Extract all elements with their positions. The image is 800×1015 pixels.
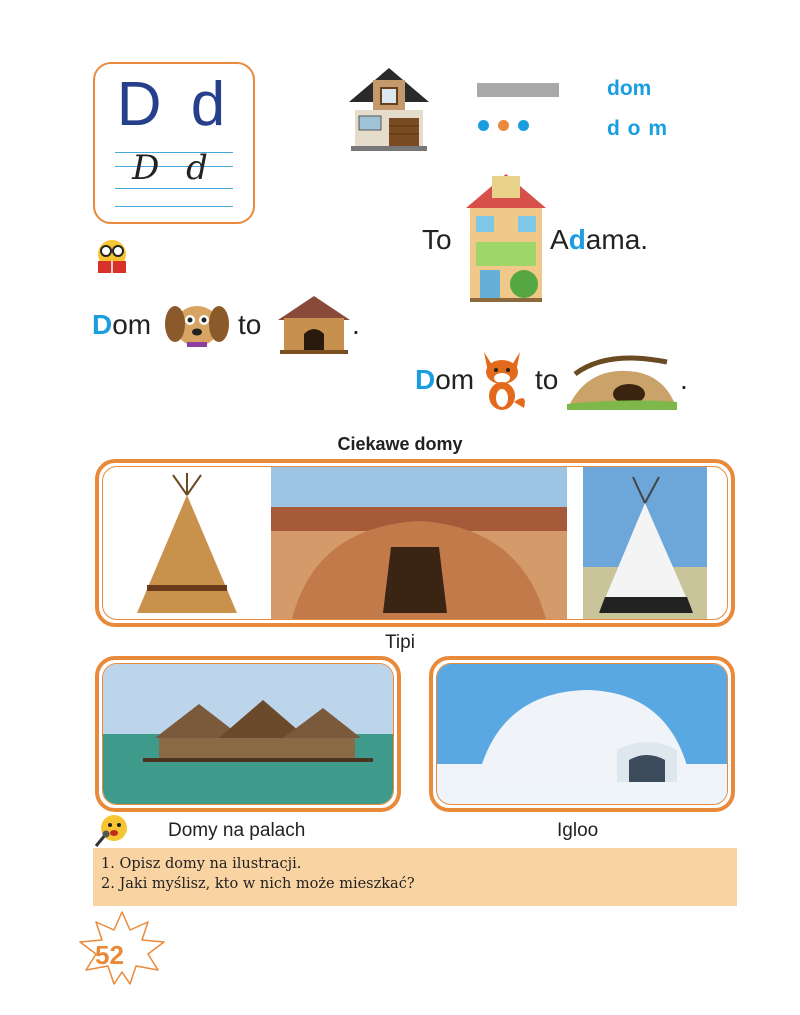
tipi-photos <box>103 467 728 620</box>
tipi-frame <box>95 459 735 627</box>
section-title: Ciekawe domy <box>337 434 463 454</box>
pile-dwellings-frame <box>95 656 401 812</box>
page-number: 52 <box>95 940 124 970</box>
word-spaced: d o m <box>607 117 668 140</box>
caption-pile-dwellings: Domy na palach <box>168 820 306 841</box>
sentence-end-dot-2: . <box>680 364 688 395</box>
word-om: om <box>112 309 152 340</box>
pile-dwellings-frame-inner <box>102 663 394 805</box>
fox-picture <box>474 346 530 412</box>
word-to: To <box>422 224 452 255</box>
colorful-house-picture <box>466 172 546 304</box>
word-ama: ama. <box>585 224 649 255</box>
sentence-adama <box>550 224 648 256</box>
sound-dots <box>478 118 538 132</box>
task-item: 2. Jaki myślisz, kto w nich może mieszkać? <box>101 876 415 892</box>
printed-letters: D d <box>116 70 232 139</box>
igloo-photo <box>437 664 728 805</box>
script-letters: D d <box>132 148 216 188</box>
task-box <box>93 848 737 906</box>
letter-a: A <box>550 224 569 255</box>
burrow-picture <box>567 354 677 410</box>
word-to-3: to <box>535 364 559 395</box>
dog-picture <box>163 296 231 354</box>
task-item: 1. Opisz domy na ilustracji. <box>101 856 302 872</box>
highlighted-letter: d <box>568 224 586 255</box>
igloo-frame <box>429 656 735 812</box>
sentence-to <box>422 224 452 256</box>
caption-tipi: Tipi <box>385 632 415 653</box>
word-bar <box>477 83 559 97</box>
sentence-end-dot: . <box>352 309 360 340</box>
pile-dwellings-photo <box>103 664 394 805</box>
highlighted-letter: D <box>415 364 436 395</box>
sentence-dog <box>92 309 151 341</box>
house-picture <box>345 62 433 152</box>
letter-card <box>93 62 255 224</box>
kennel-picture <box>274 294 354 356</box>
speaking-emoji-icon <box>92 812 132 848</box>
sound-dot <box>518 120 529 131</box>
igloo-frame-inner <box>436 663 728 805</box>
word-om: om <box>435 364 475 395</box>
highlighted-letter: D <box>92 309 113 340</box>
reading-emoji-icon <box>92 237 132 277</box>
sentence-fox <box>415 364 474 396</box>
sound-dot <box>498 120 509 131</box>
tipi-frame-inner <box>102 466 728 620</box>
caption-igloo: Igloo <box>557 820 599 841</box>
word: dom <box>607 77 652 100</box>
word-to-2: to <box>238 309 262 340</box>
sound-dot <box>478 120 489 131</box>
